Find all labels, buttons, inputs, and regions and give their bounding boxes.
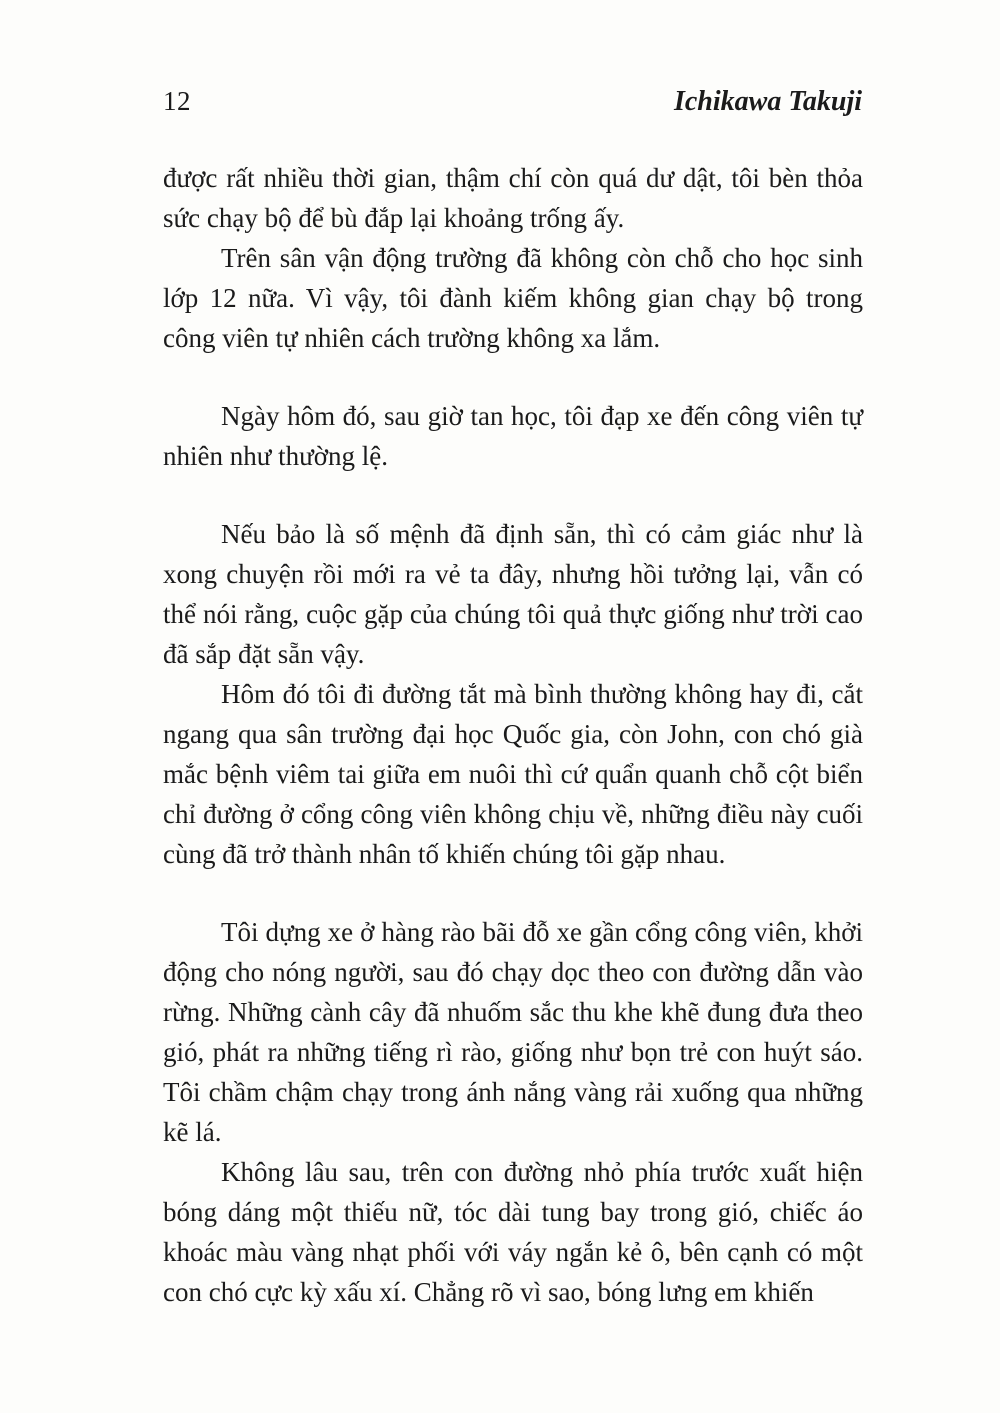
body-paragraph: được rất nhiều thời gian, thậm chí còn quá dư dật, tôi bèn thỏa sức chạy bộ để bù đắp lại khoảng trống ấy. xyxy=(163,163,863,233)
body-text xyxy=(163,158,863,1312)
body-paragraph: Không lâu sau, trên con đường nhỏ phía trước xuất hiện bóng dáng một thiếu nữ, tóc dài tung bay trong gió, chiếc áo khoác màu vàng nhạt phối với váy ngắn kẻ ô, bên cạnh có một con chó cực kỳ xấu xí. Chẳng rõ vì sao, bóng lưng em khiến xyxy=(163,1157,863,1307)
body-paragraph: Tôi dựng xe ở hàng rào bãi đỗ xe gần cổng công viên, khởi động cho nóng người, sau đó chạy dọc theo con đường dẫn vào rừng. Những cành cây đã nhuốm sắc thu khe khẽ đung đưa theo gió, phát ra những tiếng rì rào, giống như bọn trẻ con huýt sáo. Tôi chầm chậm chạy trong ánh nắng vàng rải xuống qua những kẽ lá. xyxy=(163,917,863,1147)
body-paragraph: Trên sân vận động trường đã không còn chỗ cho học sinh lớp 12 nữa. Vì vậy, tôi đành kiếm không gian chạy bộ trong công viên tự nhiên cách trường không xa lắm. xyxy=(163,243,863,353)
page-number: 12 xyxy=(163,86,191,116)
body-paragraph: Ngày hôm đó, sau giờ tan học, tôi đạp xe đến công viên tự nhiên như thường lệ. xyxy=(163,401,863,471)
body-paragraph: Nếu bảo là số mệnh đã định sẵn, thì có cảm giác như là xong chuyện rồi mới ra vẻ ta đây, nhưng hồi tưởng lại, vẫn có thể nói rằng, cuộc gặp của chúng tôi quả thực giống như trời cao đã sắp đặt sẵn vậy. xyxy=(163,519,863,669)
body-paragraph: Hôm đó tôi đi đường tắt mà bình thường không hay đi, cắt ngang qua sân trường đại học Quốc gia, còn John, con chó già mắc bệnh viêm tai giữa em nuôi thì cứ quẩn quanh chỗ cột biển chỉ đường ở cổng công viên không chịu về, những điều này cuối cùng đã trở thành nhân tố khiến chúng tôi gặp nhau. xyxy=(163,679,863,869)
running-header-author: Ichikawa Takuji xyxy=(673,86,862,117)
running-header xyxy=(163,86,862,118)
